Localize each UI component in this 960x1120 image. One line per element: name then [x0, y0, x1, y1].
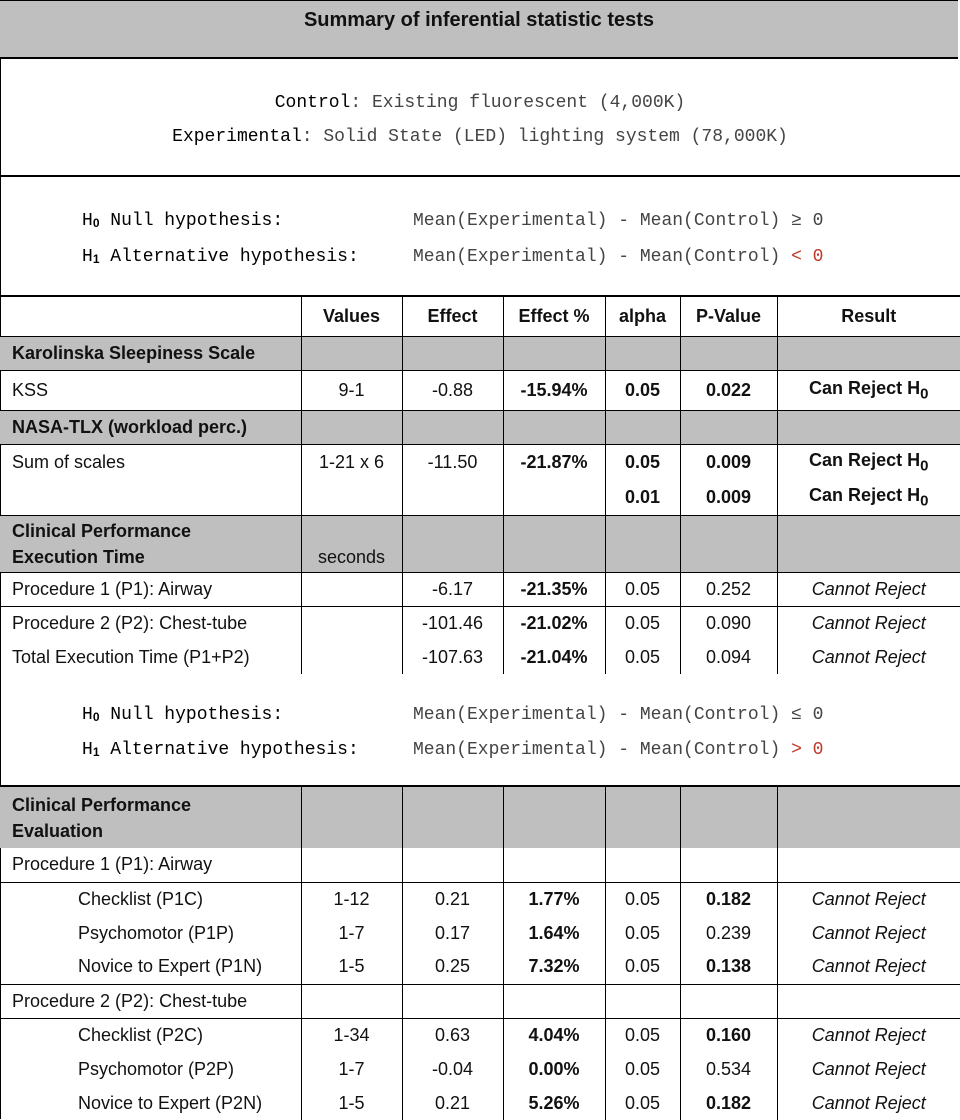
table-row: Checklist (P2C) 1-34 0.63 4.04% 0.05 0.160 Cannot Reject — [0, 1018, 960, 1052]
null-hypothesis-expr-1: Mean(Experimental) - Mean(Control) ≥ 0 — [413, 211, 824, 231]
section-header-eval: Clinical Performance Evaluation — [0, 786, 960, 848]
table-row: Novice to Expert (P2N) 1-5 0.21 5.26% 0.05 0.182 Cannot Reject — [0, 1086, 960, 1120]
col-result: Result — [777, 296, 960, 336]
col-effect-pct: Effect % — [503, 296, 605, 336]
results-table-1 — [0, 295, 960, 674]
procedure-1-label-row: Procedure 1 (P1): Airway — [0, 848, 960, 882]
table-header-row — [0, 296, 960, 336]
table-row: Procedure 2 (P2): Chest-tube -101.46 -21.02% 0.05 0.090 Cannot Reject — [0, 606, 960, 640]
table-row: Novice to Expert (P1N) 1-5 0.25 7.32% 0.05 0.138 Cannot Reject — [0, 950, 960, 984]
hypothesis-block-1: $H_0$ Null hypothesis: Mean(Experimental) - Mean(Control) ≥ 0 $H_1$ Alternative hypothesis: Mean(Experimental) - Mean(Control) < 0 — [82, 211, 824, 267]
table-row: Psychomotor (P2P) 1-7 -0.04 0.00% 0.05 0.534 Cannot Reject — [0, 1052, 960, 1086]
experimental-value: : Solid State (LED) lighting system (78,000K) — [301, 127, 788, 147]
null-hypothesis-expr-2: Mean(Experimental) - Mean(Control) ≤ 0 — [413, 705, 824, 725]
table-row: KSS 9-1 -0.88 -15.94% 0.05 0.022 Can Reject $H_0$ — [0, 370, 960, 410]
results-table-2 — [0, 785, 960, 1120]
definitions-block — [0, 59, 960, 177]
section-header-kss: Karolinska Sleepiness Scale — [0, 336, 960, 370]
hypothesis-block-2: $H_0$ Null hypothesis: Mean(Experimental) - Mean(Control) ≤ 0 $H_1$ Alternative hypothesis: Mean(Experimental) - Mean(Control) > 0 — [82, 705, 824, 760]
table-row: Procedure 1 (P1): Airway -6.17 -21.35% 0.05 0.252 Cannot Reject — [0, 572, 960, 606]
table-row: Total Execution Time (P1+P2) -107.63 -21.04% 0.05 0.094 Cannot Reject — [0, 640, 960, 674]
section-header-nasa: NASA-TLX (workload perc.) — [0, 410, 960, 444]
col-values: Values — [301, 296, 402, 336]
exec-unit: seconds — [301, 515, 402, 572]
table-row: Sum of scales 1-21 x 6 -11.50 -21.87% 0.05 0.009 Can Reject $H_0$ — [0, 444, 960, 481]
alt-hypothesis-op-2: > 0 — [791, 740, 824, 760]
alt-hypothesis-op-1: < 0 — [791, 247, 824, 267]
table-row: 0.01 0.009 Can Reject $H_0$ — [0, 481, 960, 515]
alt-hypothesis-expr-2: Mean(Experimental) - Mean(Control) — [413, 740, 792, 760]
table-row: Checklist (P1C) 1-12 0.21 1.77% 0.05 0.182 Cannot Reject — [0, 882, 960, 916]
control-value: : Existing fluorescent (4,000K) — [350, 93, 686, 113]
section-header-exec: Clinical Performance Execution Time seconds — [0, 515, 960, 572]
alt-hypothesis-expr-1: Mean(Experimental) - Mean(Control) — [413, 247, 792, 267]
procedure-2-label-row: Procedure 2 (P2): Chest-tube — [0, 984, 960, 1018]
experimental-label: Experimental — [172, 127, 302, 147]
control-label: Control — [274, 93, 351, 113]
experimental-definition — [0, 127, 960, 147]
col-p-value: P-Value — [680, 296, 777, 336]
table-row: Psychomotor (P1P) 1-7 0.17 1.64% 0.05 0.239 Cannot Reject — [0, 916, 960, 950]
col-effect: Effect — [402, 296, 503, 336]
col-alpha: alpha — [605, 296, 680, 336]
control-definition — [0, 93, 960, 113]
page-title: Summary of inferential statistic tests — [0, 0, 958, 59]
